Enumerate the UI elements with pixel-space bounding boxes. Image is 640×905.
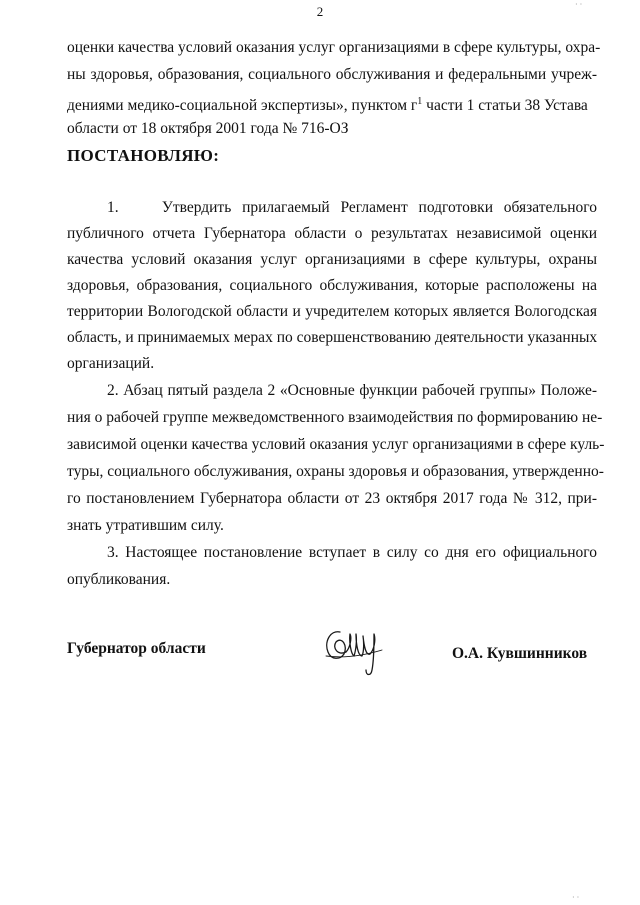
clause-3-line: 3. Настоящее постановление вступает в силу со дня его официального xyxy=(107,544,597,561)
decree-heading: ПОСТАНОВЛЯЮ: xyxy=(67,146,220,165)
signatory-name: О.А. Кувшинников xyxy=(452,645,588,662)
intro-line-4: области от 18 октября 2001 года № 716-ОЗ xyxy=(67,120,349,137)
intro-line-3-tail: части 1 статьи 38 Устава xyxy=(422,97,588,115)
clause-1-line: качества условий оказания услуг организациями в сфере культуры, охраны xyxy=(67,251,597,268)
clause-2-line: зависимой оценки качества условий оказания услуг организациями в сфере куль- xyxy=(67,436,605,453)
clause-1-line: здоровья, образования, социального обслуживания, которые расположены на xyxy=(67,277,597,294)
intro-line-3-text: дениями медико-социальной экспертизы», пунктом г xyxy=(67,97,418,115)
clause-2-line: ния о рабочей группе межведомственного взаимодействия по формированию не- xyxy=(67,409,603,426)
intro-line-3 xyxy=(67,92,597,116)
clause-2-line: знать утратившим силу. xyxy=(67,517,224,534)
signatory-title: Губернатор области xyxy=(67,640,206,657)
superscript: 1 xyxy=(417,96,423,107)
clause-2-line: туры, социального обслуживания, охраны здоровья и образования, утвержденно- xyxy=(67,463,604,480)
page-number: 2 xyxy=(316,4,324,19)
intro-line-2: ны здоровья, образования, социального обслуживания и федеральными учреж- xyxy=(67,66,597,83)
clause-1-line: публичного отчета Губернатора области о результатах независимой оценки xyxy=(67,225,597,242)
scan-artifact-top-right: · · xyxy=(575,0,583,9)
clause-2-line: го постановлением Губернатора области от 23 октября 2017 года № 312, при- xyxy=(67,490,597,507)
clause-1-line: организаций. xyxy=(67,355,155,372)
clause-2-line: 2. Абзац пятый раздела 2 «Основные функции рабочей группы» Положе- xyxy=(107,382,597,399)
intro-line-1: оценки качества условий оказания услуг организациями в сфере культуры, охра- xyxy=(67,39,601,56)
clause-1-line: территории Вологодской области и учредителем которых является Вологодская xyxy=(67,303,597,320)
scan-artifact-bottom-right: · · xyxy=(572,893,580,902)
clause-1-line: область, и принимаемых мерах по совершенствованию деятельности указанных xyxy=(67,329,598,346)
clause-1-line: 1. Утвердить прилагаемый Регламент подготовки обязательного xyxy=(107,199,597,216)
clause-3-line: опубликования. xyxy=(67,571,171,588)
handwritten-signature xyxy=(322,626,394,678)
